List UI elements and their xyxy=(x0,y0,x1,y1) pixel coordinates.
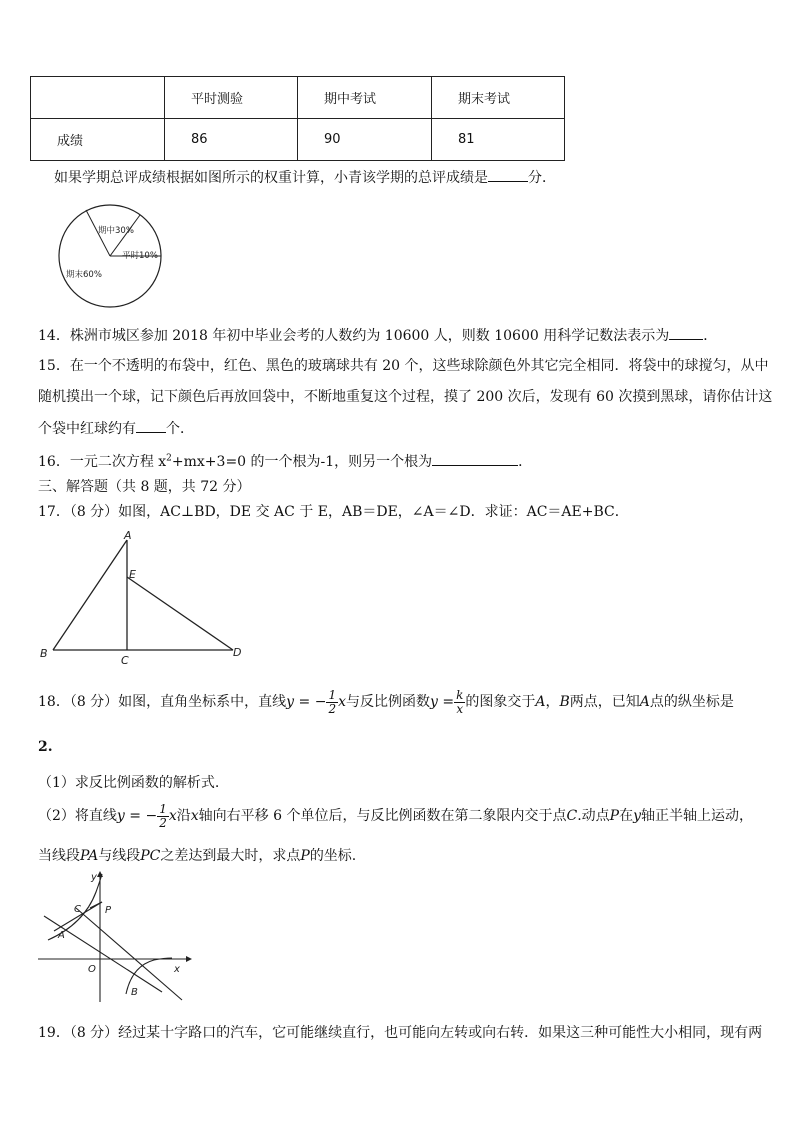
weight-pie-chart xyxy=(56,202,166,310)
axis-label-x: x xyxy=(174,964,180,975)
q14-text: 14．株洲市城区参加 2018 年初中毕业会考的人数约为 10600 人，则数 10600 用科学记数法表示为 ． xyxy=(38,325,717,345)
q13-text: 如果学期总评成绩根据如图所示的权重计算，小青该学期的总评成绩是 分． xyxy=(54,167,556,187)
q18-sub2: （2）将直线y = − $\frac{1}{2}$ x沿x轴向右平移 6 个单位后，与反比例函数在第二象限内交于点C.动点P在y轴正半轴上运动， xyxy=(38,801,753,830)
fraction: $\frac{1}{2}$ xyxy=(159,801,167,830)
table-header-cell xyxy=(31,77,165,119)
answer-blank xyxy=(669,325,703,340)
q18-sub3: 当线段PA与线段PC之差达到最大时，求点P的坐标. xyxy=(38,848,357,864)
point-label-a: A xyxy=(58,930,65,941)
point-label-b: B xyxy=(131,987,138,998)
q18-line2: 2. xyxy=(38,739,53,755)
table-header-cell: 平时测验 xyxy=(165,77,298,119)
point-label-c: C xyxy=(121,654,129,667)
table-cell: 81 xyxy=(432,119,565,161)
pie-label-daily: 平时10% xyxy=(122,251,158,261)
answer-blank xyxy=(136,418,166,433)
pie-label-final: 期末60% xyxy=(66,270,102,280)
segment-ab xyxy=(53,540,127,650)
point-label-e: E xyxy=(129,568,136,581)
answer-blank xyxy=(432,451,518,466)
table-header-cell: 期中考试 xyxy=(298,77,432,119)
q15-line2: 随机摸出一个球，记下颜色后再放回袋中，不断地重复这个过程，摸了 200 次后，发现有 60 次摸到黑球，请你估计这 xyxy=(38,389,773,405)
answer-blank xyxy=(488,167,528,182)
point-label-d: D xyxy=(233,646,242,659)
y-axis-arrow xyxy=(97,871,103,877)
q17-text: 17．（8 分）如图，AC⊥BD，DE 交 AC 于 E，AB＝DE，∠A＝∠D．求证：AC＝AE+BC． xyxy=(38,504,629,520)
point-label-a: A xyxy=(124,530,132,542)
q16-text: 16．一元二次方程 $x^2+mx+3=0$ 的一个根为-1，则另一个根为 ． xyxy=(38,451,532,471)
table-row xyxy=(31,119,565,161)
q17-triangle-figure xyxy=(36,530,252,670)
section-heading: 三、解答题（共 8 题，共 72 分） xyxy=(38,479,251,495)
q15-line1: 15．在一个不透明的布袋中，红色、黑色的玻璃球共有 20 个，这些球除颜色外其它完全相同．将袋中的球搅匀，从中 xyxy=(38,358,769,374)
shifted-line xyxy=(76,908,182,1000)
origin-label: O xyxy=(88,964,96,975)
segment-ed xyxy=(127,577,233,650)
table-header-row xyxy=(31,77,565,119)
q18-coordinate-figure xyxy=(34,868,194,1008)
point-label-p: P xyxy=(105,905,112,916)
table-row-label: 成绩 xyxy=(31,119,165,161)
x-axis-arrow xyxy=(186,956,192,962)
fraction: $\frac{k}{x}$ xyxy=(456,687,464,716)
q19-text: 19．（8 分）经过某十字路口的汽车，它可能继续直行，也可能向左转或向右转．如果这三种可能性大小相同，现有两 xyxy=(38,1025,763,1041)
q18-sub1: （1）求反比例函数的解析式. xyxy=(38,775,220,791)
point-label-c: C xyxy=(74,904,81,915)
table-cell: 86 xyxy=(165,119,298,161)
score-table xyxy=(30,76,565,161)
q15-line3: 个袋中红球约有 个． xyxy=(38,418,194,438)
line-y-neg-half-x xyxy=(44,916,162,992)
table-cell: 90 xyxy=(298,119,432,161)
point-label-b: B xyxy=(40,647,48,660)
pie-label-midterm: 期中30% xyxy=(98,226,134,236)
table-header-cell: 期末考试 xyxy=(432,77,565,119)
fraction: $\frac{1}{2}$ xyxy=(328,687,337,716)
q18-intro: 18．（8 分）如图，直角坐标系中，直线y = − $\frac{1}{2}$ x与反比例函数y = $\frac{k}{x}$ 的图象交于A，B两点，已知A点的纵坐标是 xyxy=(38,687,734,716)
axis-label-y: y xyxy=(91,872,97,883)
